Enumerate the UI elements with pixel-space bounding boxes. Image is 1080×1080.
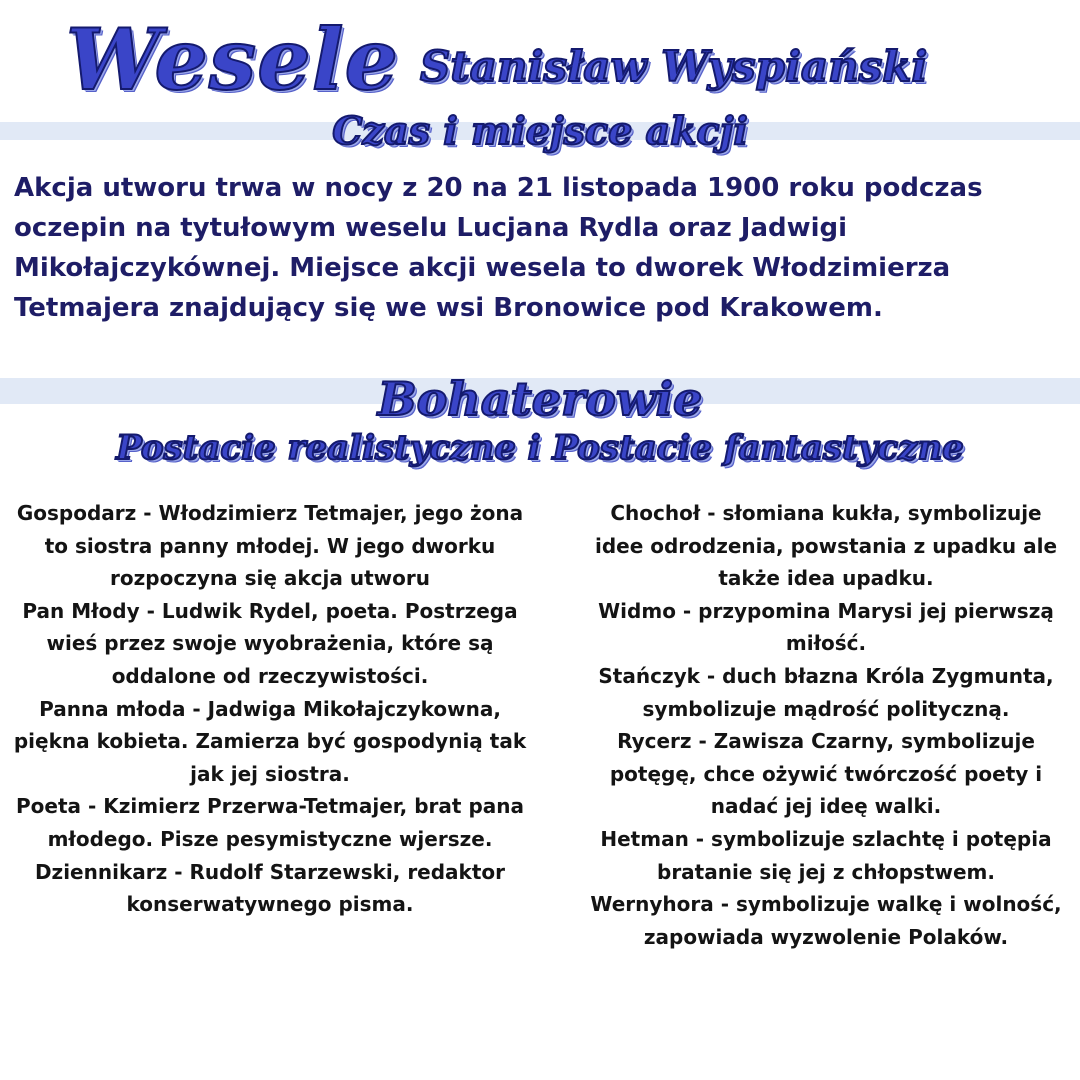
character-entry-dziennikarz: Dziennikarz - Rudolf Starzewski, redaktor konserwatywnego pisma. — [34, 859, 506, 917]
character-entry-chochol: Chochoł - słomiana kukła, symbolizuje idee odrodzenia, powstania z upadku ale także idea upadku. — [594, 501, 1058, 591]
character-entry-poeta: Poeta - Kzimierz Przerwa-Tetmajer, brat pana młodego. Pisze pesymistyczne wjersze. — [16, 794, 524, 851]
time-place-paragraph: Akcja utworu trwa w nocy z 20 na 21 listopada 1900 roku podczas oczepin na tytułowym weselu Lucjana Rydla oraz Jadwigi Mikołajczykównej. Miejsce akcji wesela to dworek Włodzimierza Tetmajera znajdujący się we wsi Bronowice pod Krakowem. — [14, 173, 983, 323]
character-entry-rycerz: Rycerz - Zawisza Czarny, symbolizuje potęgę, chce ożywić twórczość poety i nadać jej ideę walki. — [609, 729, 1043, 819]
characters-subheading: Postacie realistyczne i Postacie fantastyczne — [116, 428, 964, 468]
realistic-characters-column — [12, 497, 528, 921]
section-heading-time-place: Czas i miejsce akcji — [332, 108, 748, 153]
character-entry-panna-mloda: Panna młoda - Jadwiga Mikołajczykowna, piękna kobieta. Zamierza być gospodynią tak jak jej siostra. — [13, 696, 527, 786]
fantastic-characters-column — [586, 497, 1066, 953]
author-name: Stanisław Wyspiański — [420, 42, 928, 91]
character-entry-pan-mlody: Pan Młody - Ludwik Rydel, poeta. Postrzega wieś przez swoje wyobrażenia, które są oddalone od rzeczywistości. — [22, 598, 518, 688]
page-title: Wesele — [66, 10, 400, 109]
character-entry-stanczyk: Stańczyk - duch błazna Króla Zygmunta, symbolizuje mądrość polityczną. — [598, 663, 1054, 721]
character-entry-wernyhora: Wernyhora - symbolizuje walkę i wolność, zapowiada wyzwolenie Polaków. — [590, 892, 1062, 949]
character-entry-hetman: Hetman - symbolizuje szlachtę i potępia bratanie się jej z chłopstwem. — [600, 826, 1052, 884]
character-entry-widmo: Widmo - przypomina Marysi jej pierwszą miłość. — [598, 598, 1054, 656]
character-entry-gospodarz: Gospodarz - Włodzimierz Tetmajer, jego żona to siostra panny młodej. W jego dworku rozpoczyna się akcja utworu — [16, 501, 524, 591]
section-heading-characters: Bohaterowie — [377, 372, 703, 426]
